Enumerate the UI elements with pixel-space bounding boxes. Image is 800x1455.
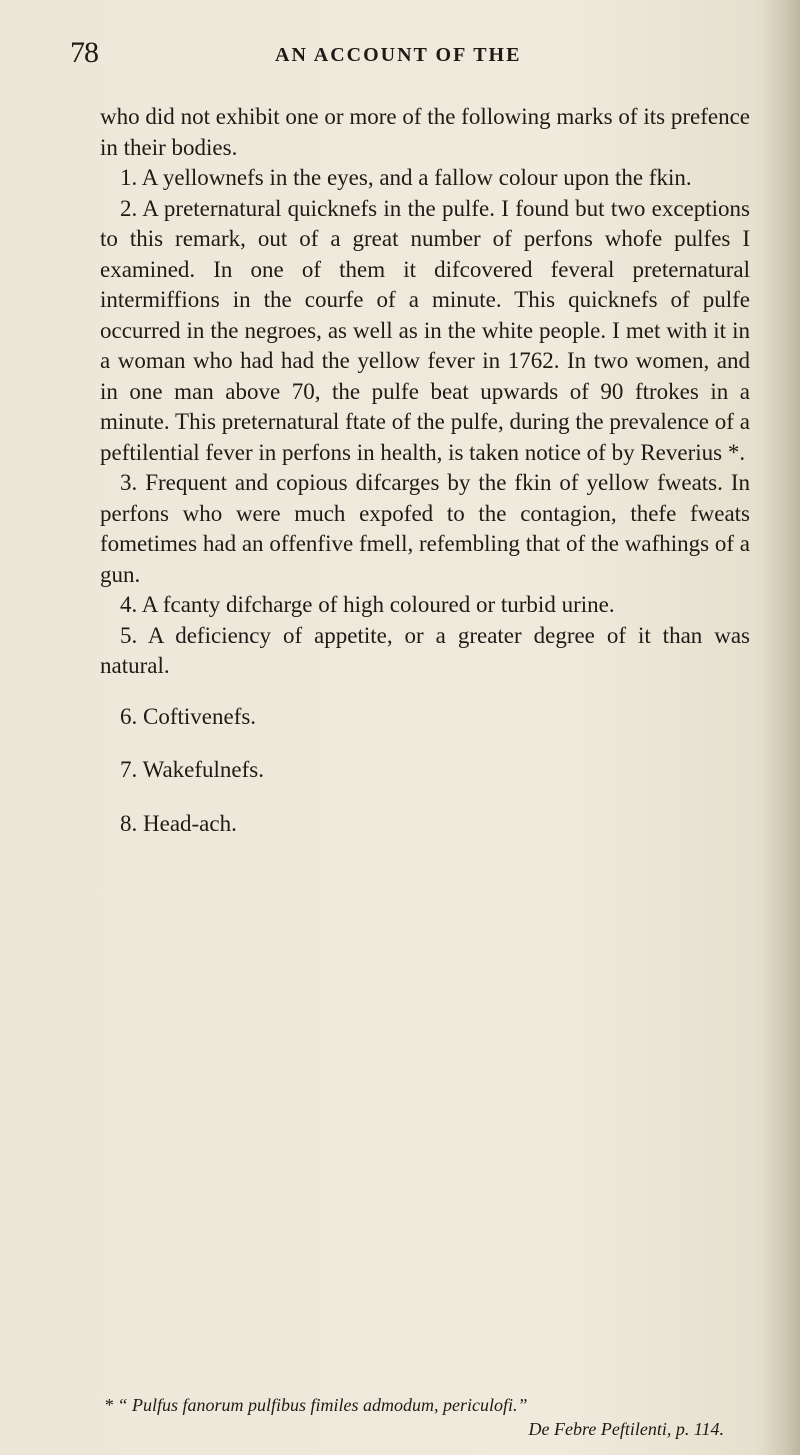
- list-item-8: 8. Head-ach.: [120, 810, 237, 836]
- footnote-source: De Febre Peftilenti, p. 114.: [528, 1419, 724, 1439]
- page-edge-shadow: [760, 0, 800, 1455]
- list-item-2: 2. A preternatural quicknefs in the pulfe. I found but two exceptions to this remark, out of a great number of perfons whofe pulfes I examined. In one of them it difcovered feveral preternatural intermiffions in the courfe of a minute. This quicknefs of pulfe occurred in the negroes, as well as in the white people. I met with it in a woman who had had the yellow fever in 1762. In two women, and in one man above 70, the pulfe beat upwards of 90 ftrokes in a minute. This preternatural ftate of the pulfe, during the prevalence of a peftilential fever in perfons in health, is taken notice of by Reverius *.: [100, 195, 750, 465]
- footnote-text: * “ Pulfus fanorum pulfibus fimiles admodum, periculofi.”: [104, 1395, 528, 1415]
- list-item-6: 6. Coftivenefs.: [120, 703, 257, 729]
- paragraph-continuation: who did not exhibit one or more of the following marks of its prefence in their bodies.: [100, 104, 750, 160]
- footnote: [104, 1393, 744, 1441]
- body-text: [100, 102, 750, 862]
- list-item-4: 4. A fcanty difcharge of high coloured or turbid urine.: [120, 592, 615, 617]
- list-item-3: 3. Frequent and copious difcarges by the fkin of yellow fweats. In perfons who were much expofed to the contagion, thefe fweats fometimes had an offenfive fmell, refembling that of the wafhings of a gun.: [100, 470, 750, 587]
- list-item-5: 5. A deficiency of appetite, or a greater degree of it than was natural.: [100, 622, 750, 678]
- list-item-7: 7. Wakefulnefs.: [120, 757, 264, 782]
- running-head: AN ACCOUNT OF THE: [275, 44, 522, 66]
- page-header: [70, 36, 750, 76]
- page-number: 78: [70, 36, 98, 69]
- list-item-1: 1. A yellownefs in the eyes, and a fallow colour upon the fkin.: [120, 165, 692, 190]
